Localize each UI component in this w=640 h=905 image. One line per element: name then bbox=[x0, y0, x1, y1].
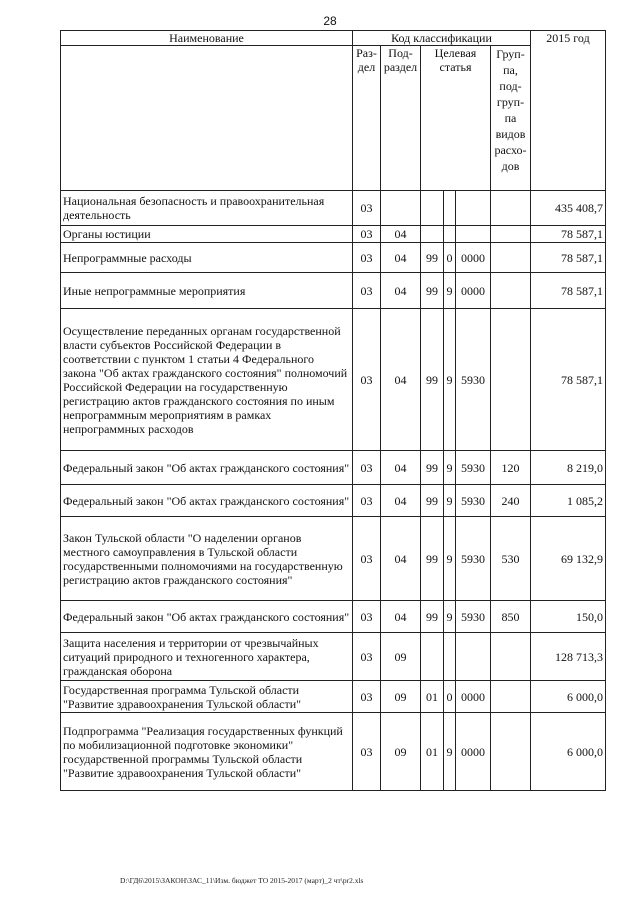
row-expense-type: 850 bbox=[491, 601, 531, 633]
table-row bbox=[61, 243, 606, 273]
row-expense-type bbox=[491, 243, 531, 273]
row-razdel: 03 bbox=[353, 601, 381, 633]
table-row bbox=[61, 633, 606, 681]
row-razdel: 03 bbox=[353, 243, 381, 273]
row-name: Закон Тульской области "О наделении органов местного самоуправления в Тульской области государственными полномочиями на государственную регистрацию актов гражданского состояния" bbox=[61, 517, 353, 601]
row-amount: 6 000,0 bbox=[531, 713, 606, 791]
table-row bbox=[61, 451, 606, 485]
table-row bbox=[61, 309, 606, 451]
row-podrazdel: 04 bbox=[381, 226, 421, 243]
row-amount: 128 713,3 bbox=[531, 633, 606, 681]
row-podrazdel: 04 bbox=[381, 485, 421, 517]
row-program: 99 bbox=[421, 309, 444, 451]
row-razdel: 03 bbox=[353, 713, 381, 791]
row-subprogram bbox=[444, 633, 456, 681]
row-name: Органы юстиции bbox=[61, 226, 353, 243]
row-direction: 5930 bbox=[456, 485, 491, 517]
row-program bbox=[421, 633, 444, 681]
header-year: 2015 год bbox=[531, 31, 606, 191]
row-expense-type: 240 bbox=[491, 485, 531, 517]
row-subprogram: 9 bbox=[444, 309, 456, 451]
row-direction: 0000 bbox=[456, 243, 491, 273]
row-razdel: 03 bbox=[353, 309, 381, 451]
row-subprogram: 9 bbox=[444, 601, 456, 633]
row-razdel: 03 bbox=[353, 485, 381, 517]
row-expense-type bbox=[491, 713, 531, 791]
row-expense-type: 530 bbox=[491, 517, 531, 601]
table-row bbox=[61, 713, 606, 791]
row-amount: 78 587,1 bbox=[531, 273, 606, 309]
header-name: Наименование bbox=[61, 31, 353, 46]
row-amount: 6 000,0 bbox=[531, 681, 606, 713]
row-amount: 435 408,7 bbox=[531, 191, 606, 226]
row-program bbox=[421, 191, 444, 226]
row-amount: 78 587,1 bbox=[531, 226, 606, 243]
row-expense-type bbox=[491, 681, 531, 713]
row-name: Подпрограмма "Реализация государственных функций по мобилизационной подготовке экономики" государственной программы Тульской области "Развитие здравоохранения Тульской области" bbox=[61, 713, 353, 791]
row-direction bbox=[456, 633, 491, 681]
row-amount: 150,0 bbox=[531, 601, 606, 633]
header-razdel: Раз- дел bbox=[353, 46, 381, 191]
row-expense-type bbox=[491, 273, 531, 309]
header-code: Код классификации bbox=[353, 31, 531, 46]
row-name: Непрограммные расходы bbox=[61, 243, 353, 273]
table-row bbox=[61, 601, 606, 633]
row-razdel: 03 bbox=[353, 191, 381, 226]
header-celevaya: Целевая статья bbox=[421, 46, 491, 191]
row-expense-type bbox=[491, 309, 531, 451]
row-subprogram: 9 bbox=[444, 517, 456, 601]
row-program bbox=[421, 226, 444, 243]
row-subprogram: 9 bbox=[444, 273, 456, 309]
row-program: 99 bbox=[421, 243, 444, 273]
row-program: 99 bbox=[421, 517, 444, 601]
row-name: Государственная программа Тульской области "Развитие здравоохранения Тульской области" bbox=[61, 681, 353, 713]
header-podrazdel: Под- раздел bbox=[381, 46, 421, 191]
row-name: Иные непрограммные мероприятия bbox=[61, 273, 353, 309]
row-podrazdel: 04 bbox=[381, 273, 421, 309]
row-podrazdel: 04 bbox=[381, 517, 421, 601]
row-direction: 0000 bbox=[456, 681, 491, 713]
row-expense-type bbox=[491, 191, 531, 226]
table-row bbox=[61, 226, 606, 243]
row-razdel: 03 bbox=[353, 517, 381, 601]
row-razdel: 03 bbox=[353, 273, 381, 309]
row-expense-type bbox=[491, 633, 531, 681]
row-razdel: 03 bbox=[353, 226, 381, 243]
row-direction: 0000 bbox=[456, 713, 491, 791]
row-name: Защита населения и территории от чрезвычайных ситуаций природного и техногенного характера, гражданская оборона bbox=[61, 633, 353, 681]
file-path-footer: D:\ГД6\2015\ЗАКОН\ЗАС_11\Изм. бюджет ТО 2015-2017 (март)_2 чт\pr2.xls bbox=[120, 876, 364, 885]
table-row bbox=[61, 517, 606, 601]
row-amount: 78 587,1 bbox=[531, 243, 606, 273]
header-gruppa: Груп- па, под- груп- па видов расхо- дов bbox=[491, 46, 531, 191]
row-subprogram: 0 bbox=[444, 243, 456, 273]
row-subprogram: 9 bbox=[444, 485, 456, 517]
table-row bbox=[61, 485, 606, 517]
row-direction: 5930 bbox=[456, 309, 491, 451]
row-podrazdel: 04 bbox=[381, 451, 421, 485]
row-razdel: 03 bbox=[353, 633, 381, 681]
row-program: 99 bbox=[421, 485, 444, 517]
row-subprogram: 9 bbox=[444, 451, 456, 485]
row-subprogram: 9 bbox=[444, 713, 456, 791]
row-direction: 5930 bbox=[456, 601, 491, 633]
table-row bbox=[61, 273, 606, 309]
row-amount: 8 219,0 bbox=[531, 451, 606, 485]
row-amount: 1 085,2 bbox=[531, 485, 606, 517]
row-podrazdel: 04 bbox=[381, 601, 421, 633]
row-podrazdel: 09 bbox=[381, 681, 421, 713]
page-number: 28 bbox=[323, 14, 337, 28]
row-expense-type bbox=[491, 226, 531, 243]
row-expense-type: 120 bbox=[491, 451, 531, 485]
row-name: Осуществление переданных органам государственной власти субъектов Российской Федерации в соответствии с пунктом 1 статьи 4 Федерального закона "Об актах гражданского состояния" полномочий Российской Федерации на государственную регистрацию актов гражданского состояния по иным непрограммным мероприятиям в рамках непрограммных расходов bbox=[61, 309, 353, 451]
row-subprogram: 0 bbox=[444, 681, 456, 713]
row-direction: 0000 bbox=[456, 273, 491, 309]
row-program: 99 bbox=[421, 273, 444, 309]
row-podrazdel: 04 bbox=[381, 309, 421, 451]
row-name: Национальная безопасность и правоохранительная деятельность bbox=[61, 191, 353, 226]
row-amount: 69 132,9 bbox=[531, 517, 606, 601]
row-subprogram bbox=[444, 191, 456, 226]
row-name: Федеральный закон "Об актах гражданского состояния" bbox=[61, 451, 353, 485]
row-direction bbox=[456, 226, 491, 243]
row-direction bbox=[456, 191, 491, 226]
row-direction: 5930 bbox=[456, 451, 491, 485]
row-podrazdel bbox=[381, 191, 421, 226]
row-program: 99 bbox=[421, 601, 444, 633]
row-program: 01 bbox=[421, 681, 444, 713]
table-row bbox=[61, 191, 606, 226]
row-program: 01 bbox=[421, 713, 444, 791]
row-razdel: 03 bbox=[353, 451, 381, 485]
row-direction: 5930 bbox=[456, 517, 491, 601]
row-program: 99 bbox=[421, 451, 444, 485]
row-amount: 78 587,1 bbox=[531, 309, 606, 451]
row-razdel: 03 bbox=[353, 681, 381, 713]
row-name: Федеральный закон "Об актах гражданского состояния" bbox=[61, 601, 353, 633]
row-name: Федеральный закон "Об актах гражданского состояния" bbox=[61, 485, 353, 517]
row-podrazdel: 09 bbox=[381, 633, 421, 681]
row-subprogram bbox=[444, 226, 456, 243]
row-podrazdel: 09 bbox=[381, 713, 421, 791]
budget-table bbox=[60, 30, 606, 791]
table-row bbox=[61, 681, 606, 713]
row-podrazdel: 04 bbox=[381, 243, 421, 273]
